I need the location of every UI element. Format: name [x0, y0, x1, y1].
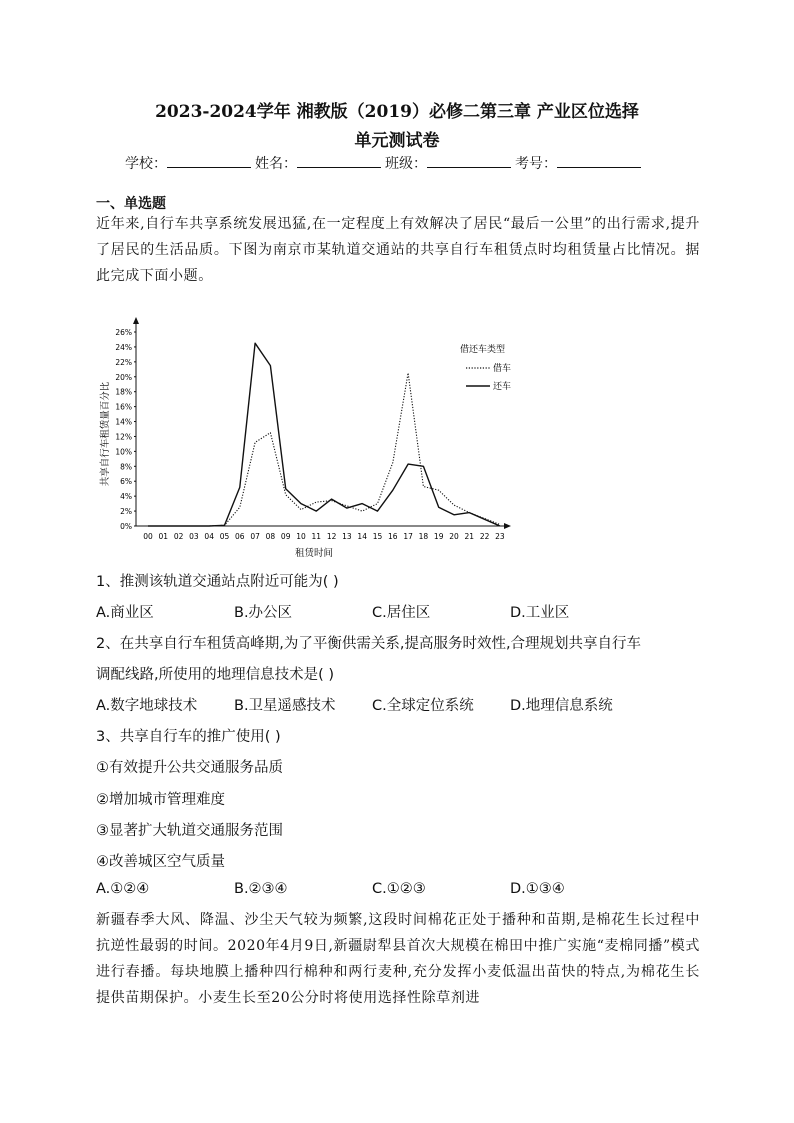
- q3-statement-4: ④改善城区空气质量: [96, 854, 225, 870]
- document-title: 2023-2024学年 湘教版（2019）必修二第三章 产业区位选择: [155, 102, 639, 122]
- q3-statement-1: ①有效提升公共交通服务品质: [96, 760, 283, 776]
- exam-number-label: 考号：: [515, 156, 557, 172]
- x-tick-label: 17: [403, 532, 413, 541]
- class-field[interactable]: [427, 153, 511, 168]
- q1-option-c[interactable]: C.居住区: [372, 605, 431, 621]
- y-tick-label: 20%: [115, 372, 132, 382]
- x-tick-label: 19: [433, 532, 444, 541]
- x-tick-label: 10: [296, 532, 306, 541]
- question-2-stem-line2: 调配线路,所使用的地理信息技术是( ): [96, 667, 335, 683]
- x-tick-label: 16: [388, 532, 398, 541]
- q2-option-a[interactable]: A.数字地球技术: [96, 698, 198, 714]
- x-tick-label: 00: [143, 532, 153, 541]
- y-tick-label: 12%: [115, 432, 132, 442]
- question-2-stem-line1: 2、在共享自行车租赁高峰期,为了平衡供需关系,提高服务时效性,合理规划共享自行车: [96, 636, 642, 652]
- question-1-options: [96, 601, 716, 621]
- x-tick-label: 23: [495, 532, 505, 541]
- q3-option-b[interactable]: B.②③④: [234, 881, 288, 897]
- q3-statement-3: ③显著扩大轨道交通服务范围: [96, 823, 283, 839]
- x-tick-label: 05: [219, 532, 230, 541]
- x-tick-label: 11: [311, 532, 322, 541]
- school-field[interactable]: [167, 153, 251, 168]
- series-layer: [148, 343, 500, 526]
- y-tick-label: 18%: [115, 387, 132, 397]
- school-label: 学校：: [125, 156, 167, 172]
- name-field[interactable]: [297, 153, 381, 168]
- x-tick-label: 15: [372, 532, 383, 541]
- y-tick-label: 26%: [115, 328, 132, 337]
- y-tick-label: 10%: [115, 447, 132, 457]
- x-tick-label: 02: [173, 532, 184, 541]
- section-heading: 一、单选题: [96, 196, 166, 212]
- x-tick-label: 18: [418, 532, 429, 541]
- chart-legend: [460, 343, 511, 392]
- x-tick-label: 21: [464, 532, 475, 541]
- y-tick-label: 0%: [120, 522, 132, 531]
- x-tick-label: 04: [204, 532, 214, 541]
- series-return-line: [148, 343, 500, 526]
- passage-2: 新疆春季大风、降温、沙尘天气较为频繁,这段时间棉花正处于播种和苗期,是棉花生长过程中抗逆性最弱的时间。2020年4月9日,新疆尉犁县首次大规模在棉田中推广实施“麦棉同播”模式进行春播。每块地膜上播种四行棉种和两行麦种,充分发挥小麦低温出苗快的特点,为棉花生长提供苗期保护。小麦生长至20公分时将使用选择性除草剂进: [96, 912, 700, 1006]
- x-axis-arrow: [504, 523, 511, 529]
- legend-borrow-label: 借车: [493, 364, 512, 374]
- x-axis-ticks: [143, 532, 505, 541]
- x-tick-label: 07: [250, 532, 260, 541]
- y-tick-label: 6%: [120, 477, 132, 487]
- x-tick-label: 01: [158, 532, 169, 541]
- x-tick-label: 14: [357, 532, 367, 541]
- exam-number-field[interactable]: [557, 153, 641, 168]
- y-axis-ticks: [115, 328, 136, 531]
- q3-option-d[interactable]: D.①③④: [510, 881, 565, 897]
- question-3-options: [96, 881, 716, 901]
- x-tick-label: 09: [280, 532, 291, 541]
- q3-statement-2: ②增加城市管理难度: [96, 792, 225, 808]
- y-tick-label: 14%: [115, 417, 132, 427]
- class-label: 班级：: [385, 156, 427, 172]
- q3-option-c[interactable]: C.①②③: [372, 881, 426, 897]
- y-tick-label: 8%: [120, 462, 132, 472]
- q2-option-d[interactable]: D.地理信息系统: [510, 698, 613, 714]
- series-borrow-line: [148, 373, 500, 526]
- legend-return-label: 还车: [493, 382, 512, 392]
- y-tick-label: 4%: [120, 492, 132, 502]
- y-axis-arrow: [133, 317, 139, 324]
- y-tick-label: 22%: [115, 357, 132, 367]
- y-tick-label: 2%: [120, 507, 132, 517]
- x-tick-label: 06: [235, 532, 245, 541]
- question-1-stem: 1、推测该轨道交通站点附近可能为( ): [96, 574, 339, 590]
- document-subtitle: 单元测试卷: [354, 131, 440, 151]
- x-tick-label: 20: [449, 532, 459, 541]
- x-tick-label: 13: [342, 532, 352, 541]
- q1-option-a[interactable]: A.商业区: [96, 605, 154, 621]
- question-3-stem: 3、共享自行车的推广使用( ): [96, 729, 281, 745]
- q1-option-d[interactable]: D.工业区: [510, 605, 570, 621]
- q2-option-c[interactable]: C.全球定位系统: [372, 698, 474, 714]
- q1-option-b[interactable]: B.办公区: [234, 605, 293, 621]
- x-tick-label: 12: [326, 532, 337, 541]
- q2-option-b[interactable]: B.卫星遥感技术: [234, 698, 336, 714]
- question-2-options: [96, 694, 716, 714]
- q3-option-a[interactable]: A.①②④: [96, 881, 150, 897]
- x-tick-label: 08: [265, 532, 276, 541]
- y-tick-label: 16%: [115, 402, 132, 412]
- legend-title: 借还车类型: [460, 345, 506, 355]
- y-axis-label: 共享自行车租赁量百分比: [100, 381, 111, 487]
- rental-chart: [90, 310, 530, 562]
- intro-paragraph: 近年来,自行车共享系统发展迅猛,在一定程度上有效解决了居民“最后一公里”的出行需求,提升了居民的生活品质。下图为南京市某轨道交通站的共享自行车租赁点时均租赁量占比情况。据此完成下面小题。: [96, 216, 700, 284]
- y-tick-label: 24%: [115, 342, 132, 352]
- x-axis-label: 租赁时间: [294, 548, 334, 559]
- name-label: 姓名：: [255, 156, 297, 172]
- x-tick-label: 03: [189, 532, 199, 541]
- student-info-row: [125, 153, 645, 173]
- x-tick-label: 22: [479, 532, 490, 541]
